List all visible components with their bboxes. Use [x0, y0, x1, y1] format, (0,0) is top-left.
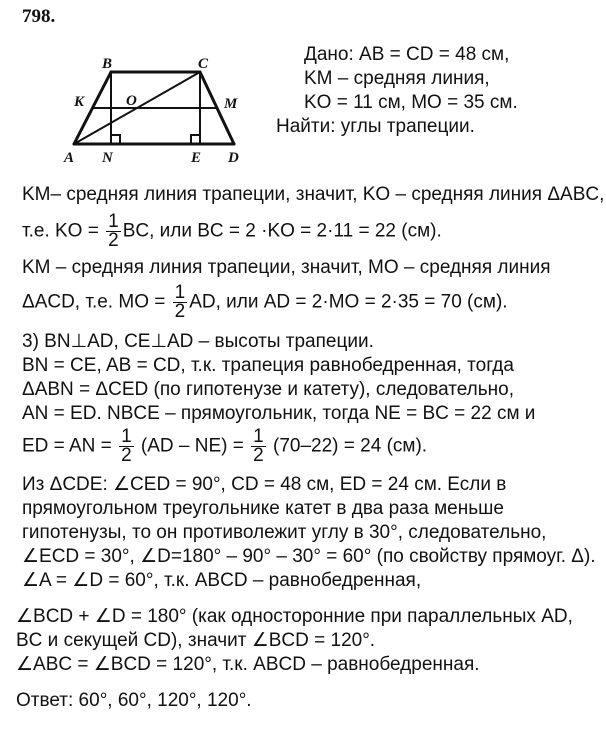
- fraction-half-2: $\frac{1}{2}$: [174, 282, 186, 322]
- solution-line-3: KM – средняя линия трапеции, значит, MO – средняя линия: [22, 257, 551, 278]
- solution-line-2-pre: т.е. KO =: [22, 220, 99, 242]
- label-k: K: [74, 94, 85, 110]
- label-d: D: [228, 150, 239, 166]
- solution-line-9-post: (70–22) = 24 (см).: [273, 435, 428, 457]
- solution-line-11: прямоугольном треугольнике катет в два раза меньше: [22, 498, 504, 519]
- given-line-3: KO = 11 см, MO = 35 см.: [304, 92, 518, 113]
- solution-line-9: [22, 428, 427, 465]
- solution-line-9-pre: ED = AN =: [22, 435, 112, 457]
- fraction-half-4: $\frac{1}{2}$: [253, 426, 264, 466]
- label-m: M: [224, 96, 238, 112]
- solution-line-4-post: AD, или AD = 2·MO = 2·35 = 70 (см).: [189, 291, 508, 313]
- solution-line-14: ∠A = ∠D = 60°, т.к. ABCD – равнобедренная,: [22, 570, 422, 591]
- solution-line-1: KM– средняя линия трапеции, значит, KO – средняя линия ΔABC,: [22, 184, 605, 205]
- fraction-half-1: $\frac{1}{2}$: [108, 211, 119, 251]
- label-b: B: [102, 56, 113, 72]
- label-c: C: [198, 56, 209, 72]
- solution-line-6: BN = CE, AB = CD, т.к. трапеция равнобедренная, тогда: [22, 355, 514, 376]
- problem-number: 798.: [22, 6, 56, 27]
- solution-line-10: Из ΔCDE: ∠CED = 90°, CD = 48 см, ED = 24 см. Если в: [22, 474, 507, 495]
- solution-line-16: BC и секущей CD), значит ∠BCD = 120°.: [16, 630, 376, 651]
- solution-line-2: [22, 213, 442, 250]
- solution-line-4: [22, 284, 508, 321]
- solution-line-4-pre: ΔACD, т.е. MO =: [22, 291, 166, 313]
- trapezoid-figure: [58, 50, 258, 172]
- solution-line-8: AN = ED. NBCE – прямоугольник, тогда NE = BC = 22 см и: [22, 403, 536, 424]
- solution-line-2-post: BC, или BC = 2 ·KO = 2·11 = 22 (см).: [122, 220, 442, 242]
- solution-line-12: гипотенузы, то он противолежит углу в 30°, следовательно,: [22, 522, 547, 543]
- solution-line-5: 3) BN⊥AD, CE⊥AD – высоты трапеции.: [22, 331, 374, 352]
- label-a: A: [64, 150, 75, 166]
- given-line-4: Найти: углы трапеции.: [276, 116, 475, 137]
- given-line-1: Дано: AB = CD = 48 см,: [304, 44, 510, 65]
- answer-line: Ответ: 60°, 60°, 120°, 120°.: [16, 690, 252, 711]
- label-e: E: [191, 150, 202, 166]
- label-o: O: [126, 93, 137, 109]
- solution-line-13: ∠ECD = 30°, ∠D=180° – 90° – 30° = 60° (по свойству прямоуг. Δ).: [22, 546, 596, 567]
- label-n: N: [102, 150, 113, 166]
- fraction-half-3: $\frac{1}{2}$: [121, 426, 132, 466]
- solution-line-15: ∠BCD + ∠D = 180° (как односторонние при параллельных AD,: [16, 606, 573, 627]
- solution-line-9-mid: (AD – NE) =: [140, 435, 244, 457]
- solution-line-7: ΔABN = ΔCED (по гипотенузе и катету), следовательно,: [22, 379, 514, 400]
- solution-line-17: ∠ABC = ∠BCD = 120°, т.к. ABCD – равнобедренная.: [16, 654, 480, 675]
- given-line-2: KM – средняя линия,: [304, 68, 490, 89]
